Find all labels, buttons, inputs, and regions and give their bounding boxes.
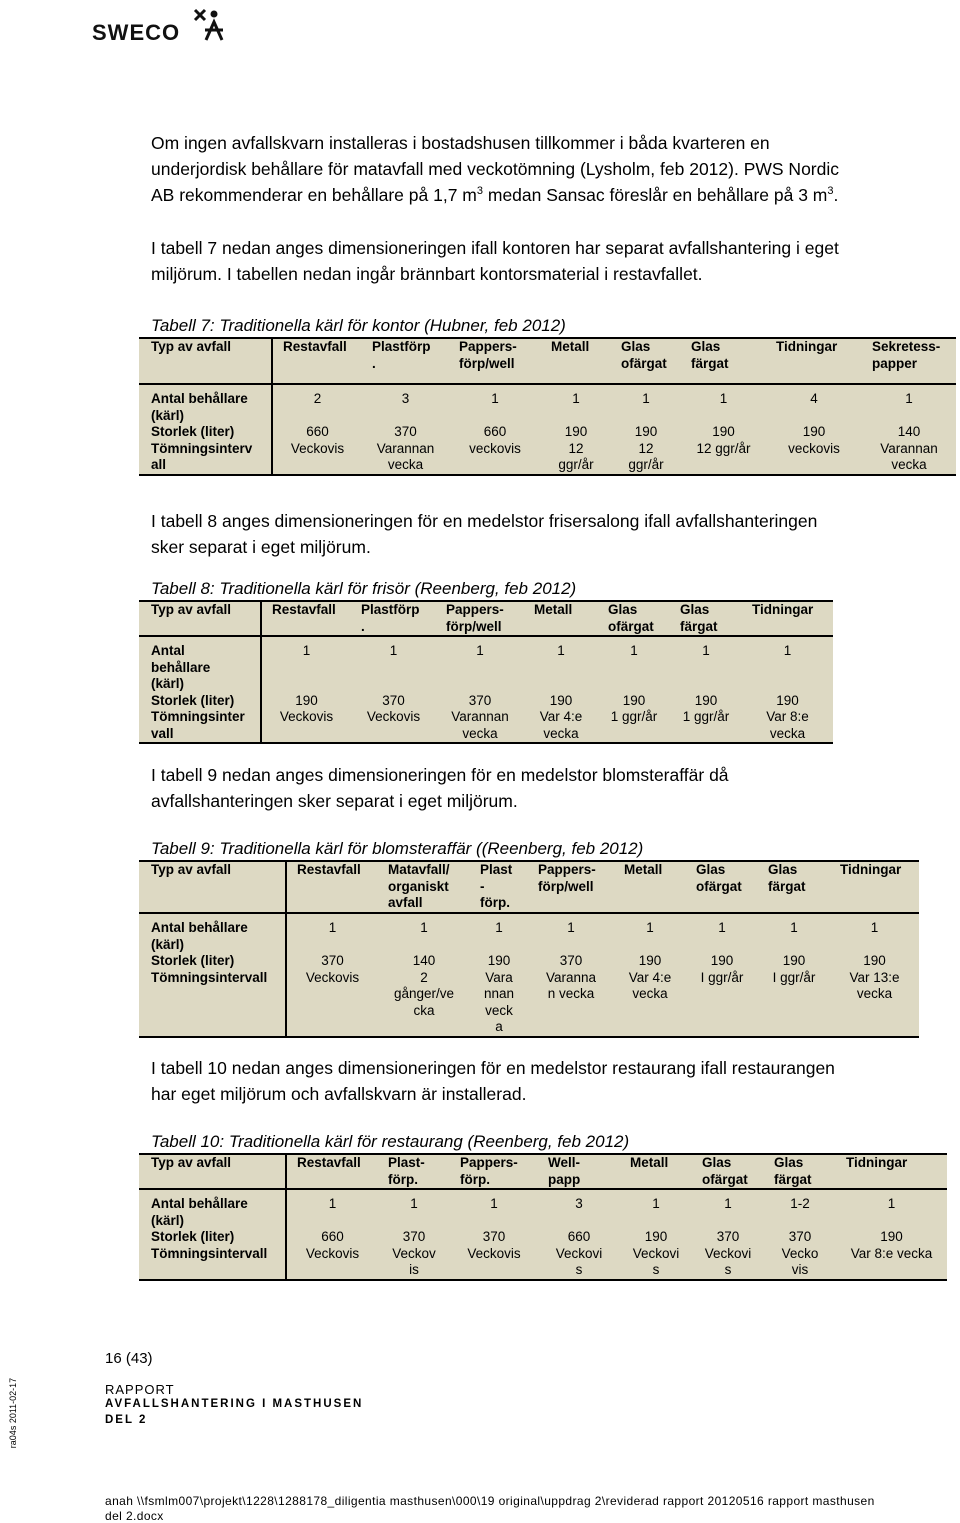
table-cell: 1 ggr/år [670, 709, 742, 743]
table-cell: 1 [652, 1196, 660, 1211]
table-cell: 190 [710, 953, 734, 968]
report-label: RAPPORT [105, 1382, 175, 1397]
row-label: Antal behållare (kärl) [139, 1189, 286, 1229]
table-row [139, 709, 833, 743]
row-label: Tömningsinter vall [139, 709, 261, 743]
text-line: avfallshanteringen sker separat i eget miljörum. [151, 791, 518, 811]
side-code: ra04s 2011-02-17 [8, 1377, 19, 1449]
table-row [139, 636, 833, 693]
table-cell: Veckovis [286, 1246, 378, 1280]
text-fragment: AB rekommenderar en behållare på 1,7 m [151, 185, 477, 205]
table-cell: 370 [716, 1229, 740, 1244]
table-cell: 1 [887, 1196, 896, 1211]
table-cell: 3 [401, 391, 410, 406]
table-header-cell: Typ av avfall [139, 861, 286, 913]
table-cell: 190 [549, 692, 573, 708]
table-header-cell: Pappers- förp/well [449, 338, 541, 384]
table-cell: 1 [790, 920, 798, 935]
table-cell: 1 [410, 1196, 418, 1211]
table-cell: 1 [491, 391, 499, 406]
table-row [139, 970, 919, 1037]
row-label: Storlek (liter) [139, 953, 286, 970]
table-header-cell: Glas färgat [758, 861, 830, 913]
table-cell: 1 [702, 643, 710, 658]
table-cell: 190 [487, 953, 511, 968]
paragraph-4 [151, 762, 941, 814]
row-label: Tömningsinterv all [139, 441, 272, 475]
table-row [139, 441, 956, 475]
table-header-row [139, 1154, 947, 1189]
table-header-row [139, 601, 833, 636]
table-cell: 660 [321, 1229, 344, 1244]
table-header-cell: Sekretess- papper [862, 338, 956, 384]
table-cell: 370 [394, 424, 417, 439]
table-header-cell: Glas färgat [681, 338, 766, 384]
table-header-cell: Restavfall [286, 1154, 378, 1189]
table-header-cell: Plastförp . [351, 601, 436, 636]
table-cell: 190 [644, 1229, 668, 1244]
text-line: I tabell 10 nedan anges dimensioneringen för en medelstor restaurang ifall restaurangen [151, 1058, 835, 1078]
table-header-cell: Tidningar [766, 338, 862, 384]
table-cell: Var 8:e vecka [742, 709, 833, 743]
sweco-logo [92, 6, 222, 46]
table-cell: 3 [575, 1196, 583, 1211]
table-header-cell: Tidningar [836, 1154, 947, 1189]
table-header-cell: Plast- förp. [378, 1154, 450, 1189]
table-header-cell: Metall [620, 1154, 692, 1189]
table-cell: 370 [321, 953, 344, 968]
table-cell: 1 [719, 391, 728, 406]
table-header-cell: Typ av avfall [139, 1154, 286, 1189]
table-cell: Veckovis [286, 970, 378, 1037]
table-cell: 1 [724, 1196, 732, 1211]
text-line: I tabell 8 anges dimensioneringen för en medelstor frisersalong ifall avfallshanteringen [151, 511, 818, 531]
table-cell: 370 [382, 692, 405, 708]
table-row [139, 1246, 947, 1280]
table-cell: Var 13:e vecka [830, 970, 919, 1037]
table-cell: Veckovi s [692, 1246, 764, 1280]
table-cell: 370 [788, 1229, 812, 1244]
file-path: anah \\fsmlm007\projekt\1228\1288178_diligentia masthusen\000\19 original\uppdrag 2\reviderad rapport 20120516 rapport masthusen [105, 1494, 875, 1508]
table-cell: 1 [572, 391, 580, 406]
table-cell: Var 8:e vecka [836, 1246, 947, 1280]
table-cell: 1 [630, 643, 638, 658]
table-header-cell: Pappers- förp. [450, 1154, 538, 1189]
table-cell: 1 [870, 920, 879, 935]
table-cell: 1 [905, 391, 913, 406]
table-cell: Varannan vecka [362, 441, 449, 475]
row-label: Antal behållare (kärl) [139, 636, 261, 693]
text-fragment: . [833, 185, 839, 205]
table-cell: 190 [634, 424, 658, 439]
table-cell: I ggr/år [758, 970, 830, 1037]
table-cell: 1 [420, 920, 428, 935]
table-row [139, 384, 956, 424]
table-cell: Varanna n vecka [528, 970, 614, 1037]
table-cell: 190 [802, 424, 826, 439]
report-part: DEL 2 [105, 1414, 148, 1426]
table-10 [139, 1153, 947, 1281]
table-header-cell: Metall [541, 338, 611, 384]
table-cell: 190 [638, 953, 662, 968]
table-header-cell: Glas färgat [670, 601, 742, 636]
table-cell: 1 [490, 1196, 498, 1211]
table-header-cell: Pappers- förp/well [528, 861, 614, 913]
table-cell: 190 [863, 953, 886, 968]
text-line: I tabell 7 nedan anges dimensioneringen ifall kontoren har separat avfallshantering i eget [151, 238, 839, 258]
table-cell: 660 [567, 1229, 591, 1244]
file-name: del 2.docx [105, 1509, 164, 1523]
table-cell: 1 [328, 920, 337, 935]
table-header-cell: Matavfall/ organiskt avfall [378, 861, 470, 913]
table-header-cell: Pappers- förp/well [436, 601, 524, 636]
table-cell: Veckovi s [620, 1246, 692, 1280]
table-8 [139, 600, 833, 744]
row-label: Storlek (liter) [139, 693, 261, 710]
table-header-cell: Glas ofärgat [611, 338, 681, 384]
logo-text: SWECO [92, 20, 181, 45]
table-cell: 190 [782, 953, 806, 968]
table-cell: Veckovis [272, 441, 362, 475]
table-cell: 12 ggr/år [541, 441, 611, 475]
table-header-cell: Tidningar [830, 861, 919, 913]
table-row [139, 953, 919, 970]
table-cell: 140 [412, 953, 436, 968]
table-header-cell: Typ av avfall [139, 601, 261, 636]
table-header-cell: Tidningar [742, 601, 833, 636]
table-cell: 1 [642, 391, 650, 406]
table-header-cell: Restavfall [272, 338, 362, 384]
text-line: Om ingen avfallskvarn installeras i bostadshusen tillkommer i båda kvarteren en [151, 133, 770, 153]
text-line: miljörum. I tabellen nedan ingår brännbart kontorsmaterial i restavfallet. [151, 264, 703, 284]
table-cell: 370 [468, 692, 492, 708]
table-7 [139, 337, 956, 476]
row-label: Antal behållare (kärl) [139, 913, 286, 953]
table-header-cell: Glas ofärgat [692, 1154, 764, 1189]
row-label: Tömningsintervall [139, 1246, 286, 1280]
superscript: 3 [476, 185, 483, 198]
row-label: Storlek (liter) [139, 1229, 286, 1246]
table-cell: 660 [306, 424, 329, 439]
table-header-row [139, 338, 956, 384]
table-header-cell: Restavfall [261, 601, 351, 636]
table-header-cell: Glas ofärgat [686, 861, 758, 913]
table-row [139, 1189, 947, 1229]
table-cell: 190 [880, 1229, 903, 1244]
table-9 [139, 860, 919, 1038]
table-cell: Veckovis [450, 1246, 538, 1280]
table-cell: 1 [557, 643, 565, 658]
table-cell: Varannan vecka [436, 709, 524, 743]
text-line: sker separat i eget miljörum. [151, 537, 371, 557]
table-cell: 12 ggr/år [681, 441, 766, 475]
table-cell: 1-2 [790, 1196, 810, 1211]
table-header-cell: Plast - förp. [470, 861, 528, 913]
table-cell: 1 [783, 643, 792, 658]
paragraph-2 [151, 235, 941, 287]
table-cell: 190 [712, 424, 735, 439]
table-row [139, 424, 956, 441]
table-cell: 2 [313, 391, 322, 406]
table-cell: Var 4:e vecka [614, 970, 686, 1037]
table-cell: 1 ggr/år [598, 709, 670, 743]
table-cell: 190 [622, 692, 646, 708]
table-cell: 1 [646, 920, 654, 935]
paragraph-5 [151, 1055, 941, 1107]
table-cell: Vecko vis [764, 1246, 836, 1280]
table-cell: Vara nnan veck a [470, 970, 528, 1037]
table-header-cell: Glas ofärgat [598, 601, 670, 636]
table-cell: 1 [389, 643, 398, 658]
table-cell: Veckovis [261, 709, 351, 743]
superscript: 3 [827, 185, 834, 198]
text-line [151, 182, 941, 208]
table-header-cell: Metall [614, 861, 686, 913]
table-cell: veckovis [766, 441, 862, 475]
table-cell: 190 [295, 692, 318, 708]
table-cell: 190 [776, 692, 799, 708]
table-cell: 370 [402, 1229, 426, 1244]
table-cell: Veckovi s [538, 1246, 620, 1280]
table-cell: 12 ggr/år [611, 441, 681, 475]
text-line: I tabell 9 nedan anges dimensioneringen för en medelstor blomsteraffär då [151, 765, 729, 785]
table-header-cell: Plastförp . [362, 338, 449, 384]
text-line: har eget miljörum och avfallskvarn är installerad. [151, 1084, 527, 1104]
table-row [139, 913, 919, 953]
table-row [139, 693, 833, 710]
text-line: underjordisk behållare för matavfall med veckotömning (Lysholm, feb 2012). PWS Nordic [151, 159, 839, 179]
table-cell: Var 4:e vecka [524, 709, 598, 743]
table-cell: 370 [482, 1229, 506, 1244]
table-header-cell: Metall [524, 601, 598, 636]
table-cell: 190 [564, 424, 588, 439]
table-header-cell: Restavfall [286, 861, 378, 913]
table-cell: 1 [495, 920, 503, 935]
table-7-caption: Tabell 7: Traditionella kärl för kontor (Hubner, feb 2012) [151, 316, 566, 335]
table-header-cell: Glas färgat [764, 1154, 836, 1189]
table-9-caption: Tabell 9: Traditionella kärl för blomsteraffär ((Reenberg, feb 2012) [151, 839, 644, 858]
row-label: Antal behållare (kärl) [139, 384, 272, 424]
table-cell: Veckov is [378, 1246, 450, 1280]
table-cell: Varannan vecka [862, 441, 956, 475]
table-cell: 2 gånger/ve cka [378, 970, 470, 1037]
table-row [139, 1229, 947, 1246]
table-cell: 140 [897, 424, 921, 439]
table-header-row [139, 861, 919, 913]
table-cell: 1 [476, 643, 484, 658]
table-header-cell: Well- papp [538, 1154, 620, 1189]
table-cell: 190 [694, 692, 718, 708]
sweco-mark-icon [192, 6, 224, 42]
row-label: Tömningsintervall [139, 970, 286, 1037]
table-10-caption: Tabell 10: Traditionella kärl för restaurang (Reenberg, feb 2012) [151, 1132, 630, 1151]
paragraph-3 [151, 508, 941, 560]
table-cell: 660 [483, 424, 507, 439]
table-cell: 1 [328, 1196, 337, 1211]
paragraph-1 [151, 130, 941, 208]
table-8-caption: Tabell 8: Traditionella kärl för frisör (Reenberg, feb 2012) [151, 579, 577, 598]
table-cell: Veckovis [351, 709, 436, 743]
table-cell: 4 [810, 391, 818, 406]
table-cell: 370 [559, 953, 583, 968]
text-fragment: medan Sansac föreslår en behållare på 3 m [483, 185, 828, 205]
table-cell: 1 [567, 920, 575, 935]
table-cell: I ggr/år [686, 970, 758, 1037]
report-title: AVFALLSHANTERING I MASTHUSEN [105, 1398, 364, 1410]
table-cell: 1 [302, 643, 311, 658]
table-cell: 1 [718, 920, 726, 935]
row-label: Storlek (liter) [139, 424, 272, 441]
table-header-cell: Typ av avfall [139, 338, 272, 384]
page-number: 16 (43) [105, 1350, 153, 1367]
table-cell: veckovis [449, 441, 541, 475]
